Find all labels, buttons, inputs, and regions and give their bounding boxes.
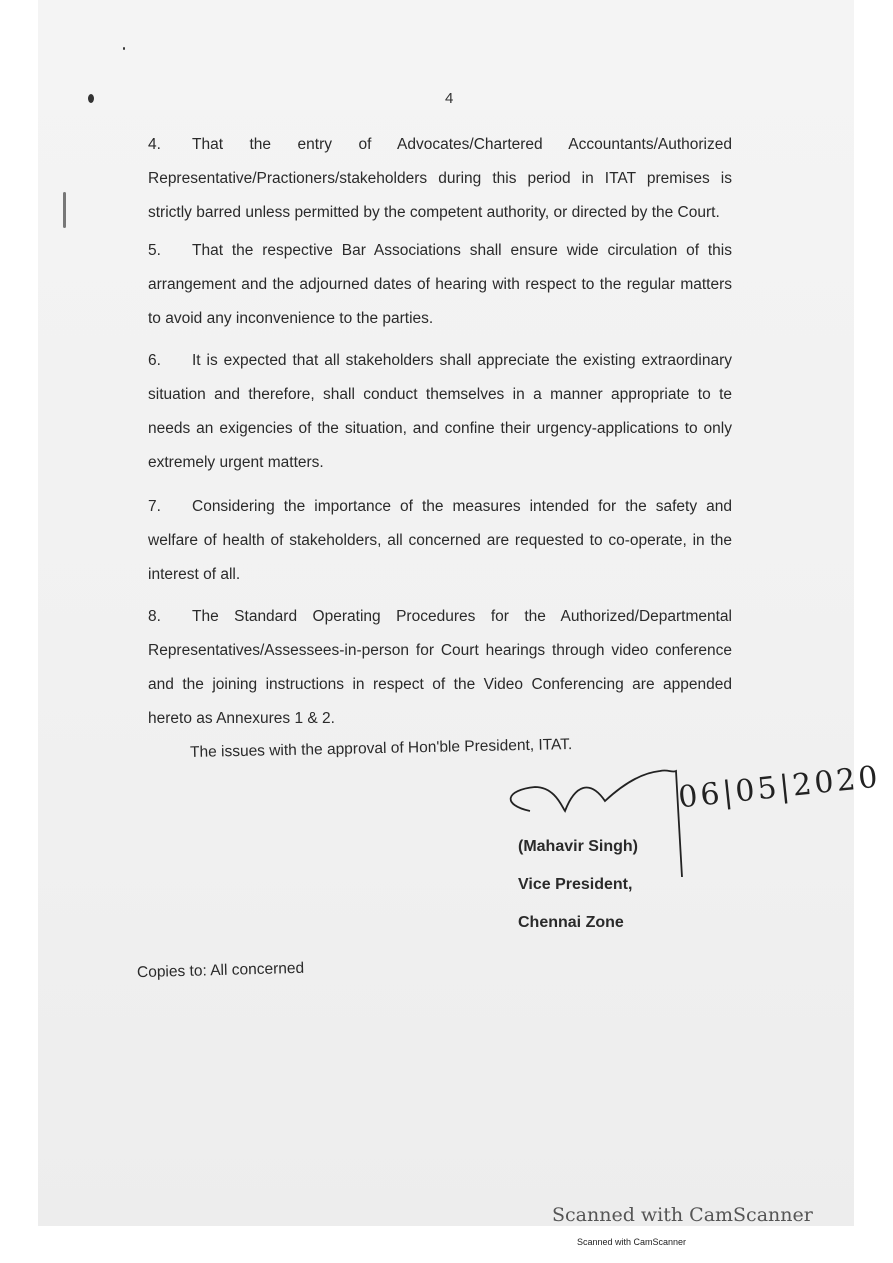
paragraph-number: 6. [148,352,161,369]
paragraph-number: 8. [148,608,161,625]
paragraph-7 [148,490,732,592]
handwritten-date: 06|05|2020 [676,759,883,816]
signatory-zone: Chennai Zone [518,914,624,931]
paragraph-number: 5. [148,242,161,259]
paragraph-text: It is expected that all stakeholders shall appreciate the existing extraordinary situation and therefore, shall conduct themselves in a manner appropriate to te needs an exigencies of the situation, and confine their urgency-applications to only extremely urgent matters. [148,352,732,471]
scan-speck [63,192,66,228]
scan-speck [88,94,94,103]
copies-to: Copies to: All concerned [136,959,305,982]
paragraph-number: 7. [148,498,161,515]
paragraph-text: That the respective Bar Associations shall ensure wide circulation of this arrangement and the adjourned dates of hearing with respect to the regular matters to avoid any inconvenience to the parties. [148,242,732,327]
closing-line: The issues with the approval of Hon'ble President, ITAT. [189,735,573,762]
paragraph-number: 4. [148,136,161,153]
paragraph-6 [148,344,732,480]
signatory-designation: Vice President, [518,876,633,893]
camscanner-footer: Scanned with CamScanner [577,1237,687,1247]
paragraph-text: That the entry of Advocates/Chartered Accountants/Authorized Representative/Practioners/stakeholders during this period in ITAT premises is strictly barred unless permitted by the competent authority, or directed by the Court. [148,136,732,221]
paragraph-5 [148,234,732,336]
signatory-block [518,828,638,942]
signatory-name: (Mahavir Singh) [518,838,639,855]
scan-speck [123,47,125,50]
paragraph-text: Considering the importance of the measures intended for the safety and welfare of health of stakeholders, all concerned are requested to co-operate, in the interest of all. [148,498,732,583]
page-number: 4 [445,90,454,107]
paragraph-text: The Standard Operating Procedures for the Authorized/Departmental Representatives/Assessees-in-person for Court hearings through video conference and the joining instructions in respect of the Video Conferencing are appended hereto as Annexures 1 & 2. [148,608,732,727]
paragraph-4 [148,128,732,230]
paragraph-8 [148,600,732,736]
camscanner-watermark: Scanned with CamScanner [552,1204,813,1226]
